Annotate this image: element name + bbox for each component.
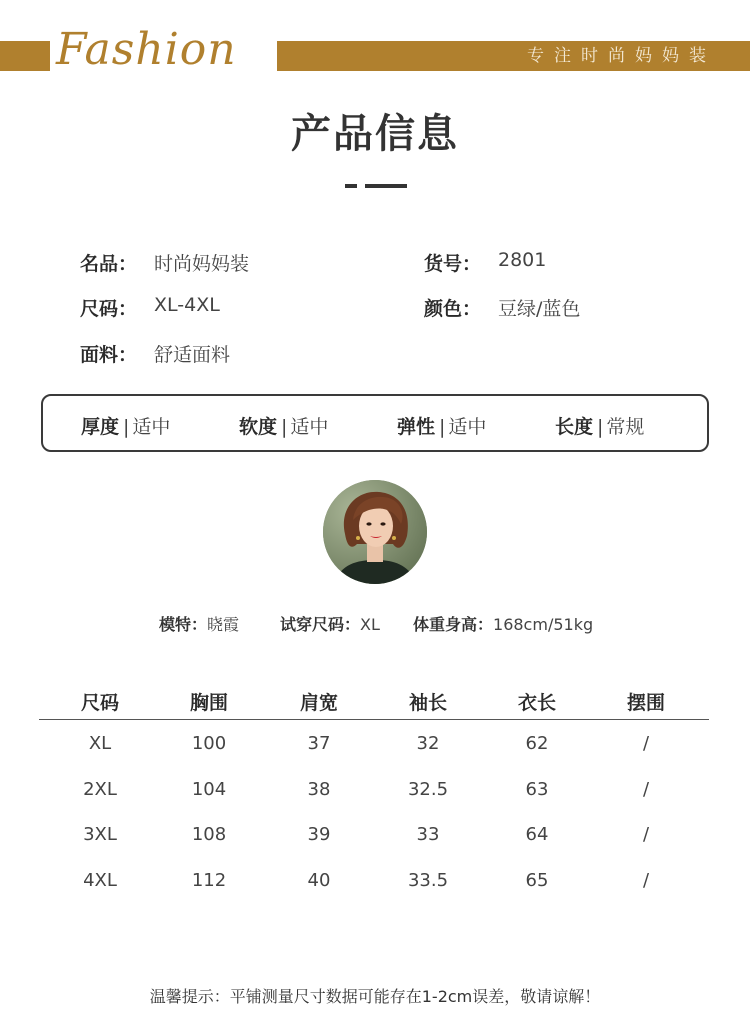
table-cell: /	[642, 824, 650, 845]
model-name	[159, 612, 239, 635]
attribute-value: 适中	[290, 416, 329, 438]
attribute-separator: |	[439, 416, 446, 438]
name-label: 名品：	[80, 253, 138, 275]
table-cell: 63	[525, 779, 549, 800]
table-header-rule	[39, 719, 709, 720]
table-header-chest: 胸围	[189, 692, 228, 714]
table-cell: 3XL	[83, 824, 117, 845]
attribute-softness	[239, 412, 328, 439]
table-cell: 33	[416, 824, 440, 845]
brand-logo-text: Fashion	[56, 24, 237, 75]
model-portrait-icon	[323, 480, 427, 584]
table-header-shoulder: 肩宽	[299, 692, 338, 714]
table-cell: 104	[191, 779, 227, 800]
size-label: 尺码：	[80, 298, 138, 320]
table-header-sleeve: 袖长	[408, 692, 447, 714]
color-value: 豆绿/蓝色	[498, 298, 581, 320]
model-fit-size	[280, 612, 380, 635]
attribute-separator: |	[123, 416, 130, 438]
table-cell: 39	[307, 824, 331, 845]
table-header-hem: 摆围	[626, 692, 665, 714]
table-cell: /	[642, 733, 650, 754]
model-name-value: 晓霞	[207, 615, 240, 634]
attribute-label: 长度	[555, 416, 594, 438]
fabric-value: 舒适面料	[154, 344, 231, 366]
brand-slogan: 专注时尚妈妈装	[527, 46, 716, 66]
title-divider-long	[365, 184, 407, 188]
table-header-size: 尺码	[80, 692, 119, 714]
table-cell: 4XL	[83, 870, 117, 891]
body-label: 体重身高：	[413, 615, 494, 634]
table-cell: 100	[191, 733, 227, 754]
table-cell: 32	[416, 733, 440, 754]
table-cell: 112	[191, 870, 227, 891]
attribute-elasticity	[397, 412, 486, 439]
model-avatar	[323, 480, 427, 584]
sku-value: 2801	[498, 249, 547, 271]
attribute-value: 适中	[448, 416, 487, 438]
page-title: 产品信息	[291, 110, 459, 157]
attribute-label: 弹性	[397, 416, 436, 438]
table-cell: 37	[307, 733, 331, 754]
attribute-separator: |	[281, 416, 288, 438]
fabric-label: 面料：	[80, 344, 138, 366]
attribute-label: 厚度	[81, 416, 120, 438]
table-cell: 62	[525, 733, 549, 754]
body-value: 168cm/51kg	[493, 615, 594, 634]
name-value: 时尚妈妈装	[154, 253, 250, 275]
attribute-length	[555, 412, 644, 439]
title-divider-short	[345, 184, 357, 188]
color-label: 颜色：	[424, 298, 482, 320]
table-cell: 64	[525, 824, 549, 845]
attribute-value: 适中	[132, 416, 171, 438]
table-cell: 2XL	[83, 779, 117, 800]
table-cell: 40	[307, 870, 331, 891]
attribute-label: 软度	[239, 416, 278, 438]
attribute-box	[41, 394, 709, 452]
fit-size-label: 试穿尺码：	[280, 615, 361, 634]
table-cell: /	[642, 779, 650, 800]
size-value: XL-4XL	[154, 294, 220, 316]
footer-note: 温馨提示：平铺测量尺寸数据可能存在1-2cm误差，敬请谅解！	[149, 987, 601, 1006]
table-cell: 33.5	[407, 870, 449, 891]
attribute-value: 常规	[606, 416, 645, 438]
attribute-thickness	[81, 412, 170, 439]
table-cell: 65	[525, 870, 549, 891]
fit-size-value: XL	[360, 615, 380, 634]
table-cell: /	[642, 870, 650, 891]
attribute-separator: |	[597, 416, 604, 438]
banner-bar-left	[0, 41, 50, 71]
table-cell: 38	[307, 779, 331, 800]
model-name-label: 模特：	[159, 615, 208, 634]
table-header-length: 衣长	[517, 692, 556, 714]
model-body	[413, 612, 593, 635]
sku-label: 货号：	[424, 253, 482, 275]
table-cell: XL	[88, 733, 112, 754]
table-cell: 32.5	[407, 779, 449, 800]
table-cell: 108	[191, 824, 227, 845]
